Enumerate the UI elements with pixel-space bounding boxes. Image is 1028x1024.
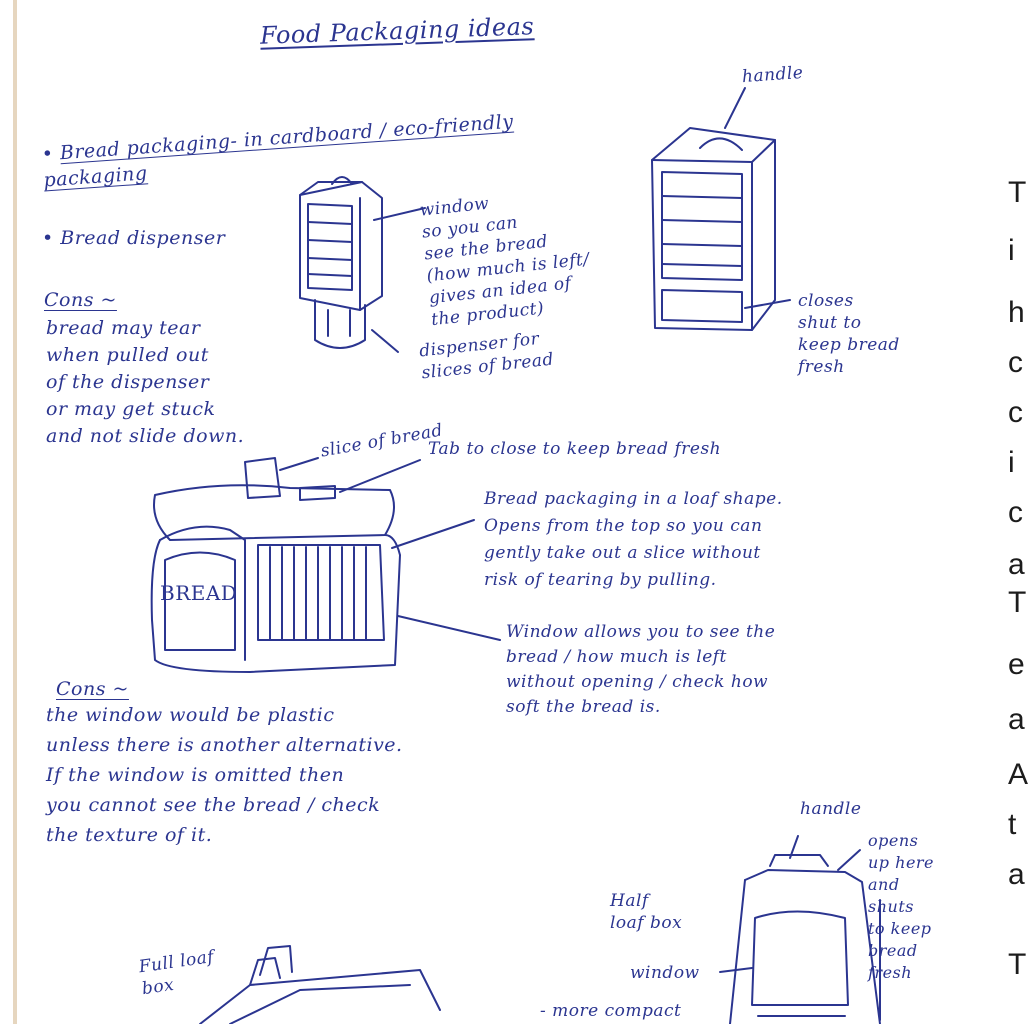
cons-text-2: the window would be plastic unless there is another alternative. If the window is omitted then you cannot see the bread / check the texture of it.	[46, 704, 403, 846]
loaf-box-sketch	[152, 458, 500, 672]
bullet-bread-packaging: • Bread packaging- in cardboard / eco-friendly packaging	[41, 110, 515, 192]
right-edge-letter: t	[1008, 808, 1017, 841]
closes-note: closes shut to keep bread fresh	[798, 291, 900, 377]
dispenser-note: dispenser for slices of bread	[418, 328, 555, 384]
compact-note: - more compact	[540, 1001, 682, 1021]
cons-heading-1: Cons ~	[44, 289, 117, 311]
clipped-right-column	[1006, 160, 1028, 1024]
loaf-shape-note: Bread packaging in a loaf shape. Opens from the top so you can gently take out a slice without risk of tearing by pulling.	[484, 489, 783, 590]
right-edge-letter: T	[1008, 176, 1027, 209]
cons-heading-2: Cons ~	[56, 678, 129, 700]
right-edge-letter: e	[1008, 648, 1025, 681]
loaf-window-note: Window allows you to see the bread / how much is left without opening / check how soft the bread is.	[506, 622, 776, 717]
half-loaf-label: Half loaf box	[610, 891, 683, 933]
tab-label: Tab to close to keep bread fresh	[428, 439, 722, 459]
right-edge-letter: c	[1008, 496, 1023, 529]
right-edge-letter: T	[1008, 586, 1027, 619]
cons-text-1: bread may tear when pulled out of the dispenser or may get stuck and not slide down.	[46, 317, 245, 447]
handle-label-bottom: handle	[800, 799, 862, 819]
right-edge-letter: c	[1008, 346, 1023, 379]
handle-box-sketch	[652, 88, 790, 330]
window-label-bottom: window	[630, 963, 700, 983]
bullet-bread-dispenser-text: Bread dispenser	[60, 227, 226, 249]
slice-label: slice of bread	[319, 420, 445, 462]
right-edge-letter: h	[1008, 296, 1025, 329]
full-loaf-label: Full loaf box	[137, 947, 216, 1000]
right-edge-letter: a	[1008, 548, 1025, 581]
opens-note: opens up here and shuts to keep bread fresh	[868, 831, 935, 982]
right-edge-letter: A	[1008, 758, 1028, 791]
full-loaf-box-sketch	[200, 946, 440, 1024]
dispenser-box-sketch	[300, 177, 425, 352]
right-edge-letter: a	[1008, 858, 1025, 891]
right-edge-letter: i	[1008, 446, 1015, 479]
right-edge-letter: c	[1008, 396, 1023, 429]
right-edge-letter: i	[1008, 234, 1015, 267]
right-edge-letter: a	[1008, 703, 1025, 736]
bullet-bread-packaging-text: Bread packaging- in cardboard / eco-friendly packaging	[42, 110, 515, 192]
half-loaf-box-sketch	[720, 836, 880, 1024]
page-title: Food Packaging ideas	[259, 12, 535, 50]
bullet-bread-dispenser: • Bread dispenser	[42, 227, 226, 249]
right-edge-letter: T	[1008, 948, 1027, 981]
bread-box-label: BREAD	[160, 581, 238, 605]
handle-label-top: handle	[741, 62, 805, 88]
window-note: window so you can see the bread (how much is left/ gives an idea of the product)	[418, 193, 591, 331]
